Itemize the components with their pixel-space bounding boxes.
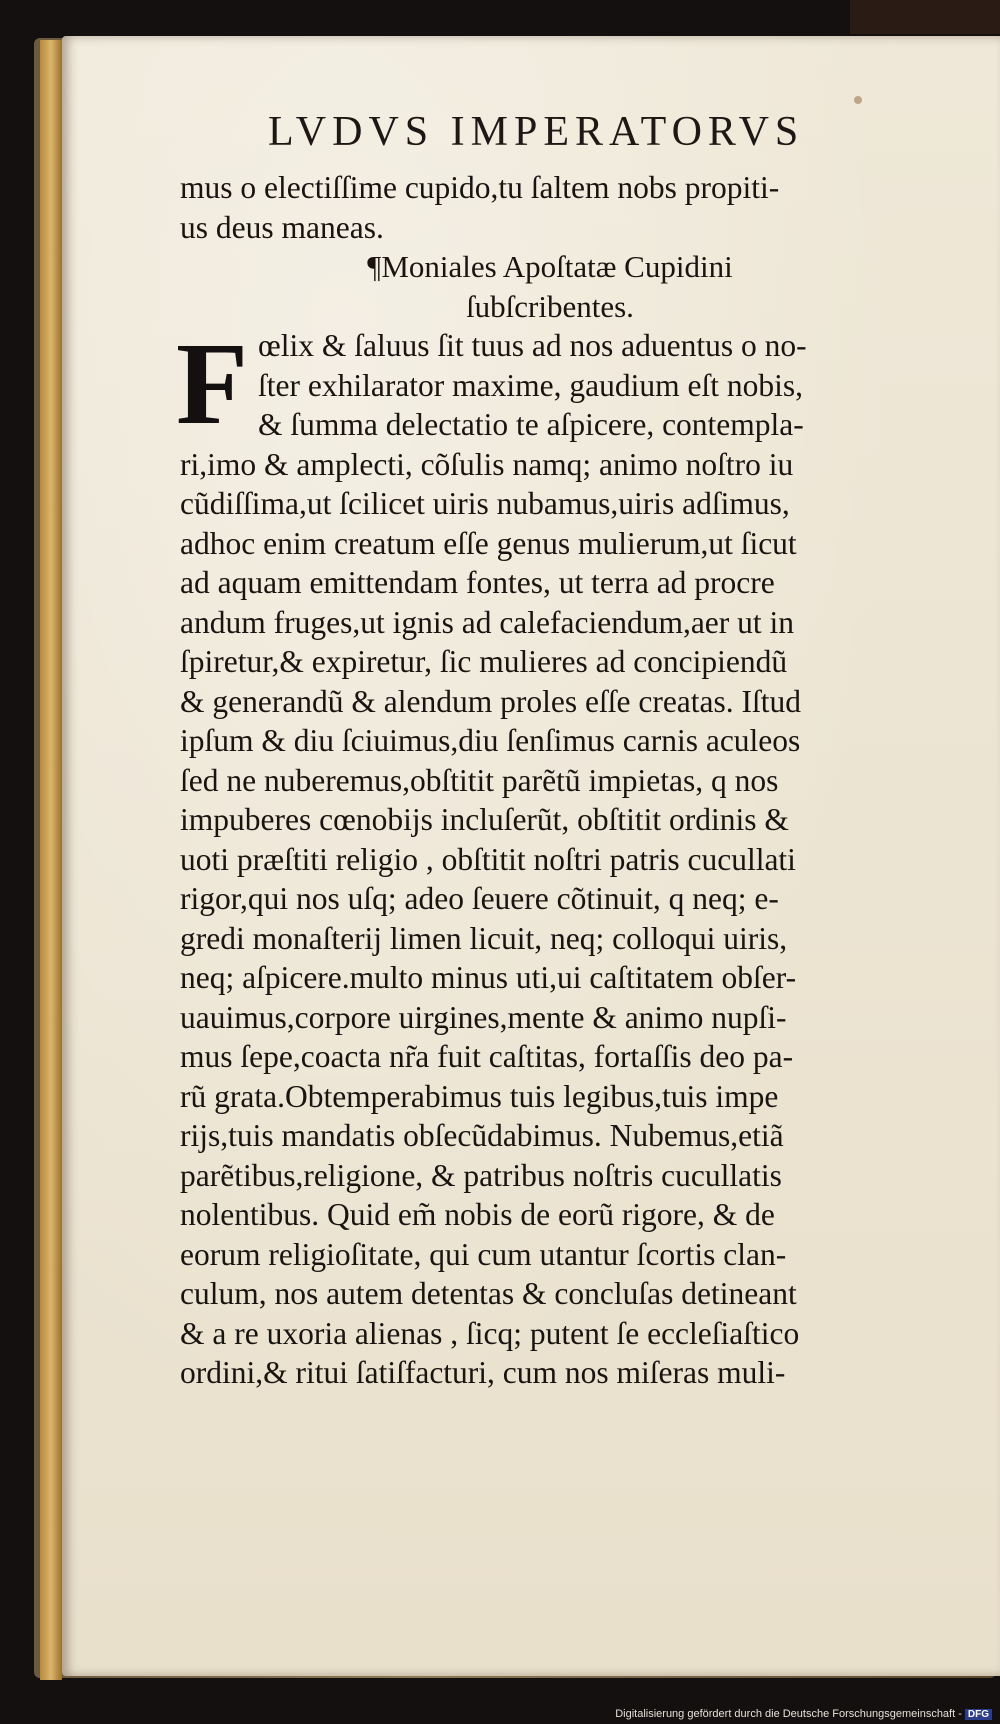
text-line: mus ſepe,coacta nr̃a fuit caſtitas, fortaſſis deo pa-	[180, 1039, 794, 1074]
text-line: us deus maneas.	[180, 209, 384, 245]
text-line: nolentibus. Quid em̃ nobis de eorũ rigore, & de	[180, 1197, 775, 1232]
text-line: ipſum & diu ſciuimus,diu ſenſimus carnis aculeos	[180, 723, 801, 758]
text-line: & generandũ & alendum proles eſſe creatas. Iſtud	[180, 683, 802, 719]
text-line: ordini,& ritui ſatiſfacturi, cum nos miſeras muli-	[180, 1355, 786, 1390]
text-line: parẽtibus,religione, & patribus noſtris cucullatis	[180, 1157, 782, 1193]
text-line: & a re uxoria alienas , ſicq; putent ſe eccleſiaſtico	[180, 1315, 800, 1351]
text-line: uoti præſtiti religio , obſtitit noſtri patris cucullati	[180, 841, 796, 877]
text-line: ſpiretur,& expiretur, ſic mulieres ad concipiendũ	[180, 644, 788, 679]
text-line: culum, nos autem detentas & concluſas detineant	[180, 1276, 797, 1311]
text-line: mus o electiſſime cupido,tu ſaltem nobs propiti-	[180, 170, 780, 205]
credit-text: Digitalisierung gefördert durch die Deutsche Forschungsgemeinschaft -	[615, 1708, 962, 1720]
text-line: uauimus,corpore uirgines,mente & animo nupſi-	[180, 999, 787, 1035]
drop-cap-initial: F	[176, 318, 249, 449]
digitization-credit	[615, 1708, 992, 1720]
text-line: rũ grata.Obtemperabimus tuis legibus,tuis impe	[180, 1078, 779, 1114]
text-line: impuberes cœnobijs incluſerũt, obſtitit ordinis &	[180, 802, 789, 837]
text-line: œlix & ſaluus ſit tuus ad nos aduentus o no-	[258, 328, 807, 363]
text-line: rigor,qui nos uſq; adeo ſeuere cõtinuit, q neq; e-	[180, 881, 779, 916]
binding-strip	[40, 40, 62, 1680]
text-line: ri,imo & amplecti, cõſulis namq; animo noſtro iu	[180, 446, 794, 482]
paper-spot	[854, 96, 862, 104]
text-line: & ſumma delectatio te aſpicere, contempla-	[258, 407, 804, 442]
running-header: LVDVS IMPERATORVS	[268, 109, 805, 155]
initial-block	[176, 318, 960, 449]
text-line: cũdiſſima,ut ſcilicet uiris nubamus,uiris adſimus,	[180, 486, 790, 521]
text-line: gredi monaſterij limen licuit, neq; colloqui uiris,	[180, 920, 788, 956]
section-heading-line: ſubſcribentes.	[466, 288, 634, 324]
text-line: ſter exhilarator maxime, gaudium eſt nobis,	[258, 367, 803, 403]
page-text	[176, 168, 960, 1393]
text-line: ſed ne nuberemus,obſtitit parẽtũ impietas, q nos	[180, 762, 779, 798]
torn-corner	[850, 0, 1000, 34]
section-heading-line: ¶Moniales Apoſtatæ Cupidini	[367, 249, 733, 284]
text-line: andum fruges,ut ignis ad calefaciendum,aer ut in	[180, 604, 795, 640]
text-line: rijs,tuis mandatis obſecũdabimus. Nubemus,etiã	[180, 1118, 784, 1153]
text-line: ad aquam emittendam fontes, ut terra ad procre	[180, 565, 775, 600]
text-line: adhoc enim creatum eſſe genus mulierum,ut ſicut	[180, 525, 797, 561]
dfg-logo: DFG	[965, 1709, 992, 1720]
text-line: eorum religioſitate, qui cum utantur ſcortis clan-	[180, 1236, 787, 1272]
text-line: neq; aſpicere.multo minus uti,ui caſtitatem obſer-	[180, 960, 797, 995]
